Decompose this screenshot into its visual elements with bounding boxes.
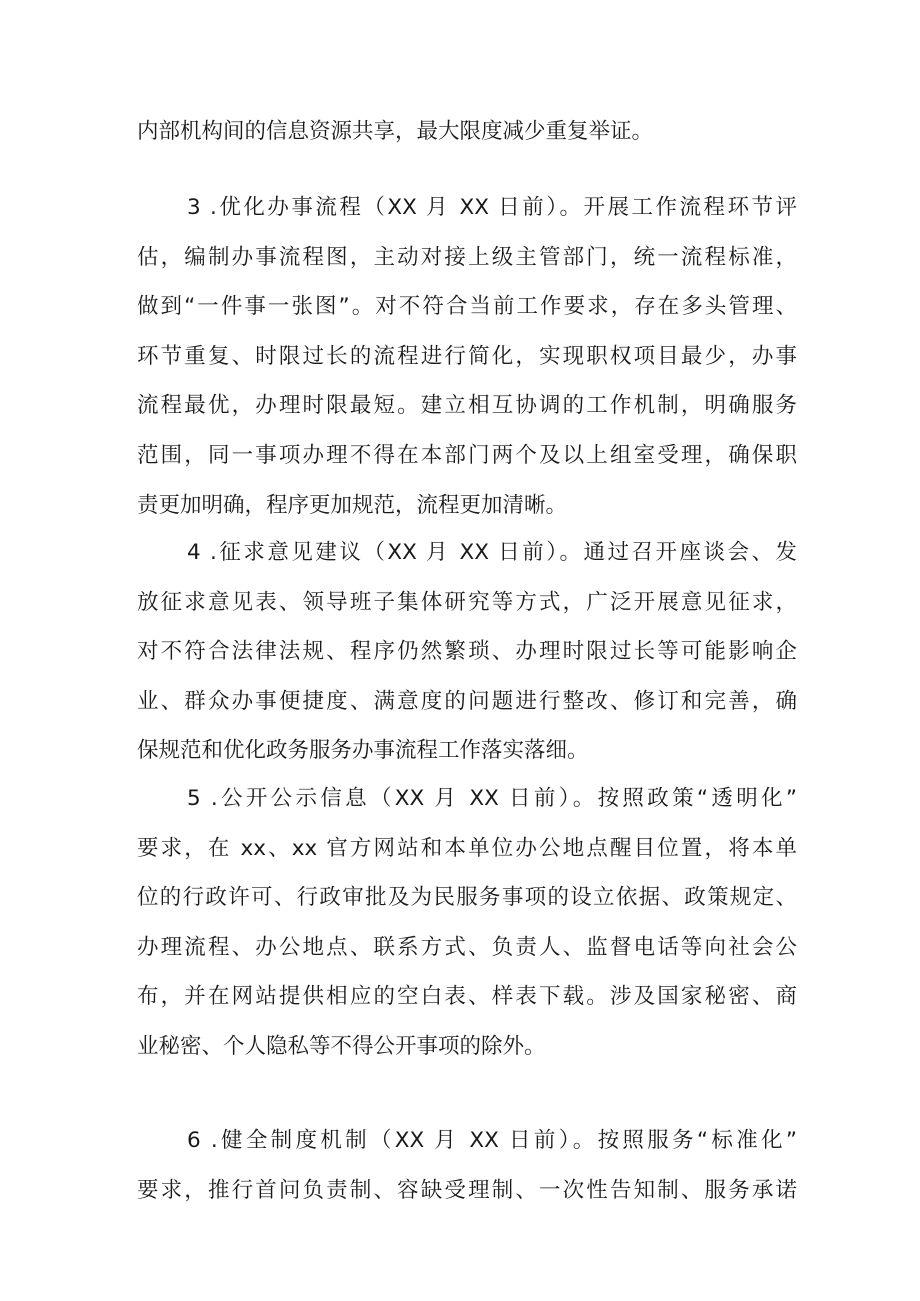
text-line: 做到“一件事一张图”。对不符合当前工作要求，存在多头管理、 bbox=[137, 294, 797, 320]
text-line: 布，并在网站提供相应的空白表、样表下载。涉及国家秘密、商 bbox=[137, 984, 797, 1010]
paragraph-item-4 bbox=[137, 528, 797, 776]
paragraph-intro-tail bbox=[137, 107, 797, 157]
text-line: 业、群众办事便捷度、满意度的问题进行整改、修订和完善，确 bbox=[137, 688, 797, 714]
paragraph-item-3 bbox=[137, 183, 797, 530]
text-line: 4 .征求意见建议（XX 月 XX 日前）。通过召开座谈会、发 bbox=[187, 540, 797, 565]
text-line: 位的行政许可、行政审批及为民服务事项的设立依据、政策规定、 bbox=[137, 885, 797, 911]
text-line: 办理流程、办公地点、联系方式、负责人、监督电话等向社会公 bbox=[137, 934, 797, 960]
text-line: 估，编制办事流程图，主动对接上级主管部门，统一流程标准， bbox=[137, 244, 797, 270]
text-line: 范围，同一事项办理不得在本部门两个及以上组室受理，确保职 bbox=[137, 442, 797, 468]
text-line: 3 .优化办事流程（XX 月 XX 日前）。开展工作流程环节评 bbox=[187, 195, 797, 220]
text-line: 流程最优，办理时限最短。建立相互协调的工作机制，明确服务 bbox=[137, 393, 797, 419]
text-line: 放征求意见表、领导班子集体研究等方式，广泛开展意见征求， bbox=[137, 589, 797, 615]
text-line: 环节重复、时限过长的流程进行简化，实现职权项目最少，办事 bbox=[137, 343, 797, 369]
paragraph-item-6 bbox=[137, 1116, 797, 1215]
text-line: 5 .公开公示信息（XX 月 XX 日前）。按照政策“透明化” bbox=[187, 786, 797, 811]
paragraph-item-5 bbox=[137, 774, 797, 1072]
text-line: 业秘密、个人隐私等不得公开事项的除外。 bbox=[137, 1033, 546, 1059]
text-line: 责更加明确，程序更加规范，流程更加清晰。 bbox=[137, 492, 568, 518]
text-line: 6 .健全制度机制（XX 月 XX 日前）。按照服务“标准化” bbox=[187, 1128, 797, 1153]
text-line: 内部机构间的信息资源共享，最大限度减少重复举证。 bbox=[137, 119, 654, 144]
text-line: 要求，在 xx、xx 官方网站和本单位办公地点醒目位置，将本单 bbox=[137, 835, 797, 861]
text-line: 要求，推行首问负责制、容缺受理制、一次性告知制、服务承诺 bbox=[137, 1177, 797, 1203]
text-line: 对不符合法律法规、程序仍然繁琐、办理时限过长等可能影响企 bbox=[137, 639, 797, 665]
text-line: 保规范和优化政务服务办事流程工作落实落细。 bbox=[137, 738, 589, 764]
